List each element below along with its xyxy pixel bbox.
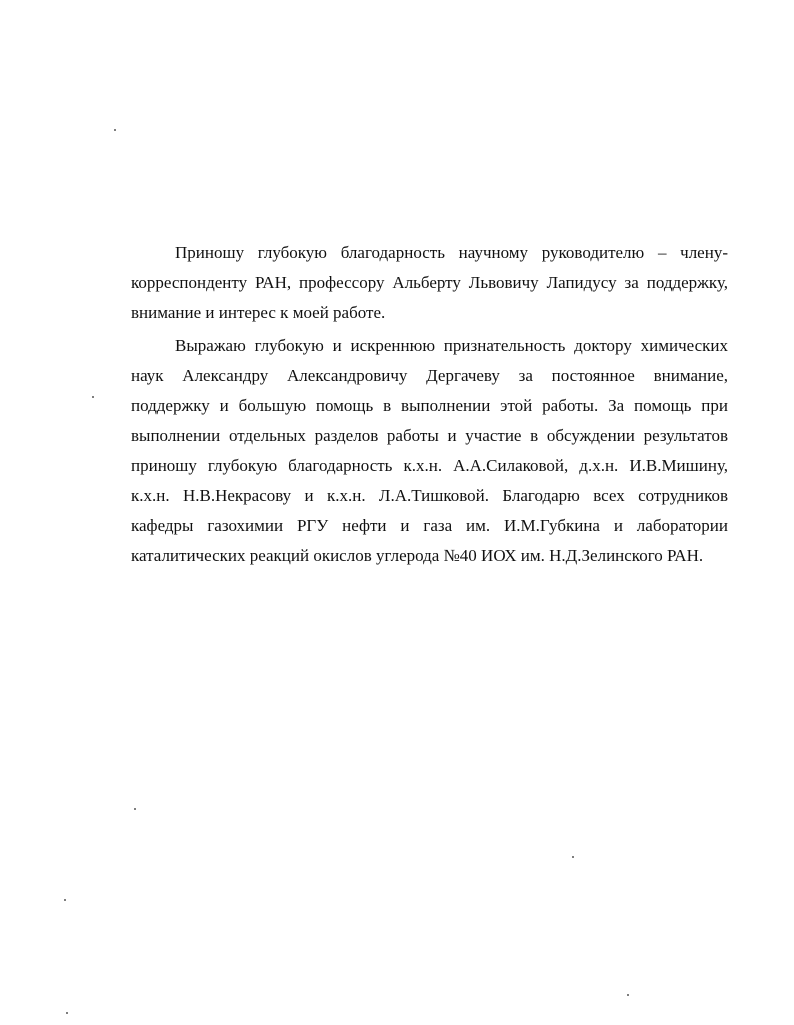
paragraph-2 [131,331,728,571]
scan-speck [66,1012,68,1014]
scan-speck [134,808,136,810]
text-line: приношу глубокую благодарность к.х.н. А.А.Силаковой, д.х.н. И.В.Мишину, [131,456,728,475]
scan-speck [64,899,66,901]
text-line: внимание и интерес к моей работе. [131,303,386,322]
text-line: выполнении отдельных разделов работы и участие в обсуждении результатов [131,426,728,445]
text-line: наук Александру Александровичу Дергачеву за постоянное внимание, [131,366,728,385]
text-line: корреспонденту РАН, профессору Альберту Львовичу Лапидусу за поддержку, [131,273,728,292]
text-line: каталитических реакций окислов углерода №40 ИОХ им. Н.Д.Зелинского РАН. [131,546,704,565]
text-line: поддержку и большую помощь в выполнении этой работы. За помощь при [131,396,728,415]
scan-speck [92,396,94,398]
paragraph-1 [131,238,728,328]
text-line: к.х.н. Н.В.Некрасову и к.х.н. Л.А.Тишковой. Благодарю всех сотрудников [131,486,728,505]
text-line: Выражаю глубокую и искреннюю признательность доктору химических [175,336,728,355]
text-line: Приношу глубокую благодарность научному руководителю – члену- [175,243,728,262]
text-line: кафедры газохимии РГУ нефти и газа им. И.М.Губкина и лаборатории [131,516,728,535]
acknowledgements-text [131,238,728,571]
scan-speck [572,856,574,858]
scan-speck [627,994,629,996]
scan-speck [114,129,116,131]
